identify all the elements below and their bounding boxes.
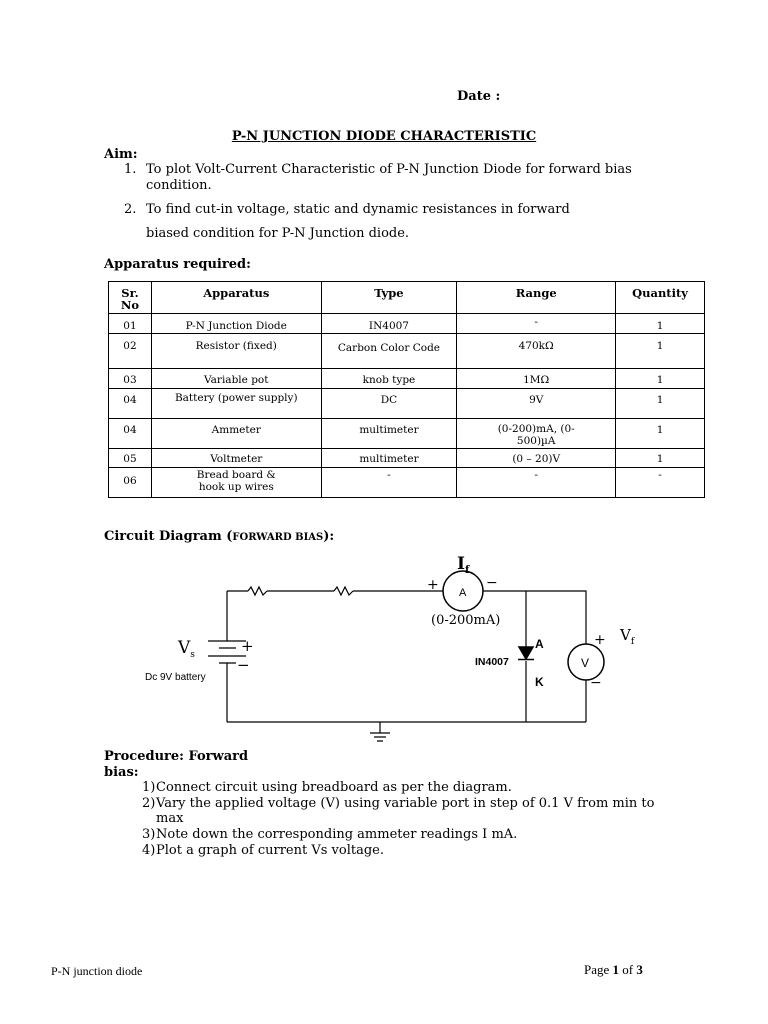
voltmeter-plus: + — [594, 632, 606, 648]
procedure-label-line1: Procedure: Forward — [104, 749, 249, 764]
circuit-label-small: FORWARD BIAS — [232, 532, 324, 543]
table-cell: multimeter — [321, 419, 457, 449]
footer-title: P-N junction diode — [51, 964, 143, 978]
ground-icon — [370, 722, 390, 741]
aim-text: To plot Volt-Current Characteristic of P-N Junction Diode for forward bias — [146, 162, 632, 177]
table-cell: 03 — [109, 369, 152, 389]
battery-plus: + — [241, 637, 254, 655]
date-label: Date : — [457, 89, 501, 104]
header-sr-no: Sr. No — [109, 282, 152, 314]
table-cell: 9V — [457, 389, 616, 419]
page-title: P-N JUNCTION DIODE CHARACTERISTIC — [231, 129, 537, 144]
table-cell: Ammeter — [151, 419, 321, 449]
table-row — [109, 449, 705, 468]
table-row — [109, 334, 705, 369]
table-cell: 1 — [616, 419, 705, 449]
battery-label: Dc 9V battery — [145, 672, 206, 683]
step-text: Vary the applied voltage (V) using variable port in step of 0.1 V from min to — [156, 796, 655, 811]
table-cell: 01 — [109, 314, 152, 334]
table-cell: 1 — [616, 449, 705, 468]
table-cell: 1 — [616, 334, 705, 369]
ammeter-range: (0-200mA) — [431, 613, 501, 628]
table-cell: - — [616, 468, 705, 498]
vf-label: $V_f$ — [620, 626, 635, 647]
procedure-step-2-continuation: max — [156, 811, 184, 826]
table-cell: - — [457, 314, 616, 334]
circuit-label-main: Circuit Diagram ( — [104, 529, 233, 544]
aim-item-1 — [124, 162, 724, 178]
header-type: Type — [321, 282, 457, 314]
aim-item-1-continuation: condition. — [146, 178, 212, 193]
step-text: Plot a graph of current Vs voltage. — [156, 843, 385, 858]
table-cell: Carbon Color Code — [321, 334, 457, 369]
table-cell: 470kΩ — [457, 334, 616, 369]
table-cell: 02 — [109, 334, 152, 369]
ammeter-plus: + — [427, 577, 439, 593]
circuit-label-end: ): — [323, 529, 335, 544]
circuit-diagram — [0, 545, 768, 745]
aim-text: To find cut-in voltage, static and dynamic resistances in forward — [146, 202, 570, 217]
resistor-1-icon — [248, 587, 267, 595]
procedure-step-1 — [142, 781, 512, 795]
step-number: 4) — [142, 843, 156, 858]
if-label: $I_f$ — [457, 554, 470, 576]
table-row — [109, 389, 705, 419]
table-cell: 1 — [616, 314, 705, 334]
step-number: 3) — [142, 827, 156, 842]
battery-minus: − — [237, 656, 250, 674]
table-cell: 04 — [109, 419, 152, 449]
header-range: Range — [457, 282, 616, 314]
ammeter-minus: − — [486, 575, 498, 591]
circuit-diagram-label — [104, 529, 334, 544]
cathode-label: K — [535, 675, 544, 689]
table-cell: (0-200)mA, (0-500)µA — [457, 419, 616, 449]
table-cell: 06 — [109, 468, 152, 498]
step-text: Connect circuit using breadboard as per the diagram. — [156, 780, 512, 795]
page-current: 1 — [612, 962, 620, 977]
step-number: 1) — [142, 780, 156, 795]
page-number — [584, 962, 643, 978]
step-text: Note down the corresponding ammeter readings I mA. — [156, 827, 518, 842]
procedure-step-4 — [142, 844, 384, 858]
table-cell: 1MΩ — [457, 369, 616, 389]
aim-item-2 — [124, 202, 570, 218]
table-cell: Voltmeter — [151, 449, 321, 468]
table-cell: 05 — [109, 449, 152, 468]
procedure-step-3 — [142, 828, 517, 842]
table-cell: Bread board & hook up wires — [151, 468, 321, 498]
voltmeter-symbol: V — [581, 656, 590, 670]
aim-item-2-continuation: biased condition for P-N Junction diode. — [146, 226, 410, 241]
table-cell: IN4007 — [321, 314, 457, 334]
of-word: of — [619, 962, 637, 977]
ammeter-symbol: A — [459, 587, 467, 599]
table-cell: Variable pot — [151, 369, 321, 389]
table-cell: 1 — [616, 369, 705, 389]
table-cell: 1 — [616, 389, 705, 419]
diode-icon — [518, 647, 534, 660]
table-cell: 04 — [109, 389, 152, 419]
table-row — [109, 419, 705, 449]
resistor-2-icon — [334, 587, 353, 595]
table-cell: - — [321, 468, 457, 498]
apparatus-table — [108, 281, 705, 498]
table-cell: knob type — [321, 369, 457, 389]
aim-number: 2. — [124, 202, 137, 217]
procedure-step-2 — [142, 797, 702, 811]
diode-label: IN4007 — [475, 656, 509, 668]
vs-label: $V_s$ — [178, 638, 195, 660]
step-number: 2) — [142, 796, 156, 811]
page-total: 3 — [636, 962, 643, 977]
header-quantity: Quantity — [616, 282, 705, 314]
page-word: Page — [584, 962, 613, 977]
procedure-label — [104, 749, 248, 781]
table-row — [109, 369, 705, 389]
table-cell: DC — [321, 389, 457, 419]
voltmeter-minus: − — [590, 675, 602, 691]
table-header-row — [109, 282, 705, 314]
table-row — [109, 314, 705, 334]
apparatus-label: Apparatus required: — [104, 257, 251, 272]
aim-label: Aim: — [104, 147, 138, 162]
table-cell: P-N Junction Diode — [151, 314, 321, 334]
table-cell: multimeter — [321, 449, 457, 468]
header-apparatus: Apparatus — [151, 282, 321, 314]
anode-label: A — [535, 637, 544, 651]
table-cell: Resistor (fixed) — [151, 334, 321, 369]
procedure-label-line2: bias: — [104, 765, 139, 780]
aim-number: 1. — [124, 162, 137, 177]
table-cell: (0 – 20)V — [457, 449, 616, 468]
table-cell: - — [457, 468, 616, 498]
table-row — [109, 468, 705, 498]
table-cell: Battery (power supply) — [151, 389, 321, 419]
